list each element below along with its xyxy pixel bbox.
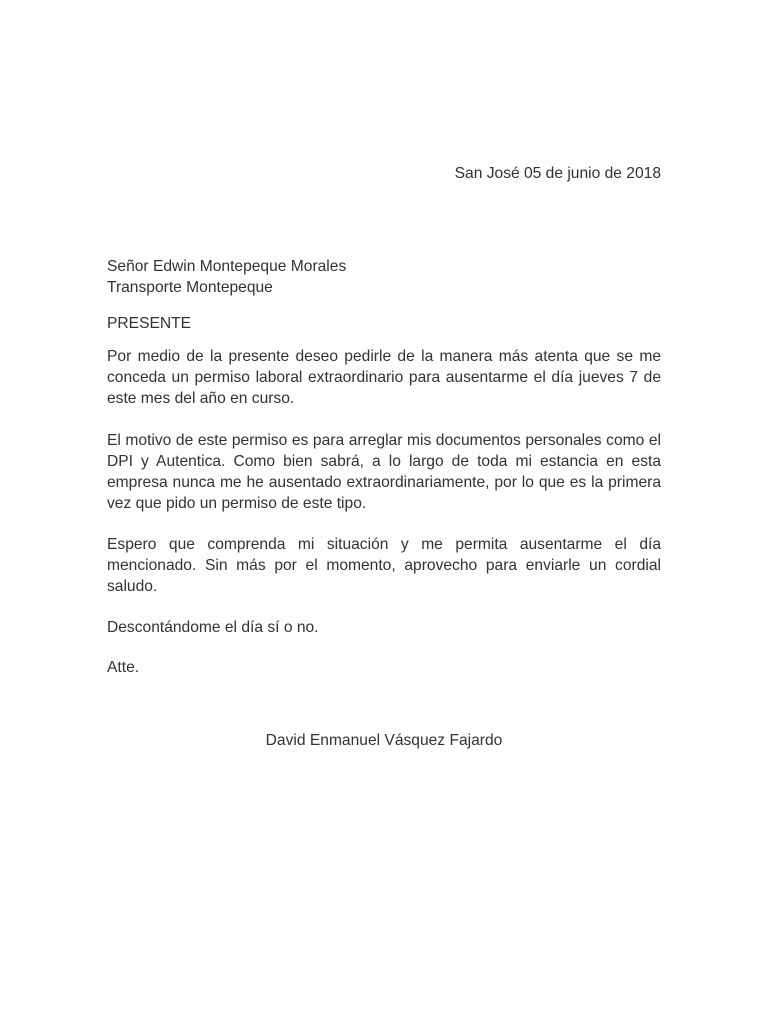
body-paragraph-closing-remarks: Espero que comprenda mi situación y me permita ausentarme el día mencionado. Sin más por el momento, aprovecho para enviarle un cordial saludo.: [107, 536, 661, 595]
closing: Atte.: [107, 659, 140, 676]
body-paragraph-reason: El motivo de este permiso es para arreglar mis documentos personales como el DPI y Autentica. Como bien sabrá, a lo largo de toda mi estancia en esta empresa nunca me he ausentado extraordinariamente, por lo que es la primera vez que pido un permiso de este tipo.: [107, 432, 661, 512]
signature-name: David Enmanuel Vásquez Fajardo: [265, 732, 503, 749]
salutation: PRESENTE: [107, 315, 192, 332]
recipient-company: Transporte Montepeque: [107, 279, 273, 296]
recipient-block: [107, 256, 346, 298]
recipient-name: Señor Edwin Montepeque Morales: [107, 258, 347, 275]
letter-date: San José 05 de junio de 2018: [454, 165, 661, 182]
body-paragraph-deduction-note: Descontándome el día sí o no.: [107, 619, 319, 636]
body-paragraph-request: Por medio de la presente deseo pedirle de la manera más atenta que se me conceda un permiso laboral extraordinario para ausentarme el día jueves 7 de este mes del año en curso.: [107, 348, 661, 407]
